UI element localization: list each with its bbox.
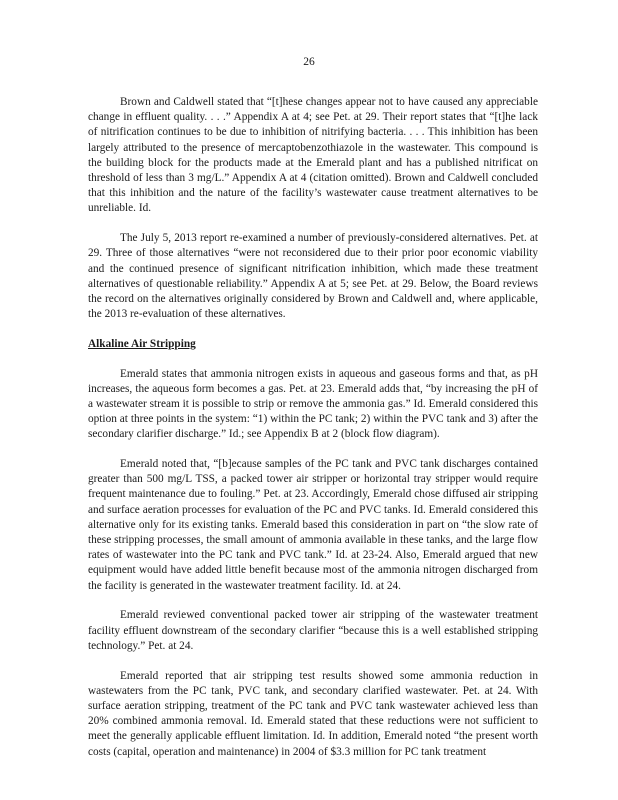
- paragraph: The July 5, 2013 report re-examined a number of previously-considered alternatives. Pet. at 29. Three of those alternatives “were not reconsidered due to their prior poor economic viability and the continued presence of significant nitrification inhibition, which made these treatment alternatives of questionable reliability.” Appendix A at 5; see Pet. at 29. Below, the Board reviews the record on the alternatives originally considered by Brown and Caldwell and, where applicable, the 2013 re-evaluation of these alternatives.: [88, 232, 538, 321]
- section-heading: Alkaline Air Stripping: [88, 337, 196, 350]
- page-number: 26: [303, 56, 315, 68]
- paragraph: Emerald reviewed conventional packed tower air stripping of the wastewater treatment facility effluent downstream of the secondary clarifier “because this is a well established stripping technology.” Pet. at 24.: [88, 609, 538, 652]
- paragraph: Emerald reported that air stripping test results showed some ammonia reduction in wastewaters from the PC tank, PVC tank, and secondary clarified wastewater. Pet. at 24. With surface aeration stripping, treatment of the PC tank and PVC tank wastewater achieved less than 20% combined ammonia removal. Id. Emerald stated that these reductions were not sufficient to meet the generally applicable effluent limitation. Id. In addition, Emerald noted “the present worth costs (capital, operation and maintenance) in 2004 of $3.3 million for PC tank treatment: [88, 669, 538, 758]
- paragraph: Emerald states that ammonia nitrogen exists in aqueous and gaseous forms and that, as pH increases, the aqueous form becomes a gas. Pet. at 23. Emerald adds that, “by increasing the pH of a wastewater stream it is possible to strip or remove the ammonia gas.” Id. Emerald considered this option at three points in the system: “1) within the PC tank; 2) within the PVC tank and 3) after the secondary clarifier discharge.” Id.; see Appendix B at 2 (block flow diagram).: [88, 367, 538, 441]
- paragraph: Emerald noted that, “[b]ecause samples of the PC tank and PVC tank discharges contained greater than 500 mg/L TSS, a packed tower air stripper or horizontal tray stripper would require frequent maintenance due to fouling.” Pet. at 23. Accordingly, Emerald chose diffused air stripping and surface aeration processes for evaluation of the PC and PVC tanks. Id. Emerald considered this alternative only for its existing tanks. Emerald based this consideration in part on “the slow rate of these stripping processes, the small amount of ammonia available in these tanks, and the large flow rates of wastewater into the PC tank and PVC tank.” Id. at 23-24. Also, Emerald argued that new equipment would have added little benefit because most of the ammonia nitrogen discharged from the facility is generated in the wastewater treatment facility. Id. at 24.: [88, 458, 538, 592]
- document-body: [88, 95, 538, 774]
- paragraph: Brown and Caldwell stated that “[t]hese changes appear not to have caused any appreciable change in effluent quality. . . .” Appendix A at 4; see Pet. at 29. Their report states that “[t]he lack of nitrification continues to be due to inhibition of nitrifying bacteria. . . . This inhibition has been largely attributed to the presence of mercaptobenzothiazole in the wastewater. This compound is the building block for the products made at the Emerald plant and has a published nitrificat on threshold of less than 3 mg/L.” Appendix A at 4 (citation omitted). Brown and Caldwell concluded that this inhibition and the nature of the facility’s wastewater cause treatment alternatives to be unreliable. Id.: [88, 96, 538, 215]
